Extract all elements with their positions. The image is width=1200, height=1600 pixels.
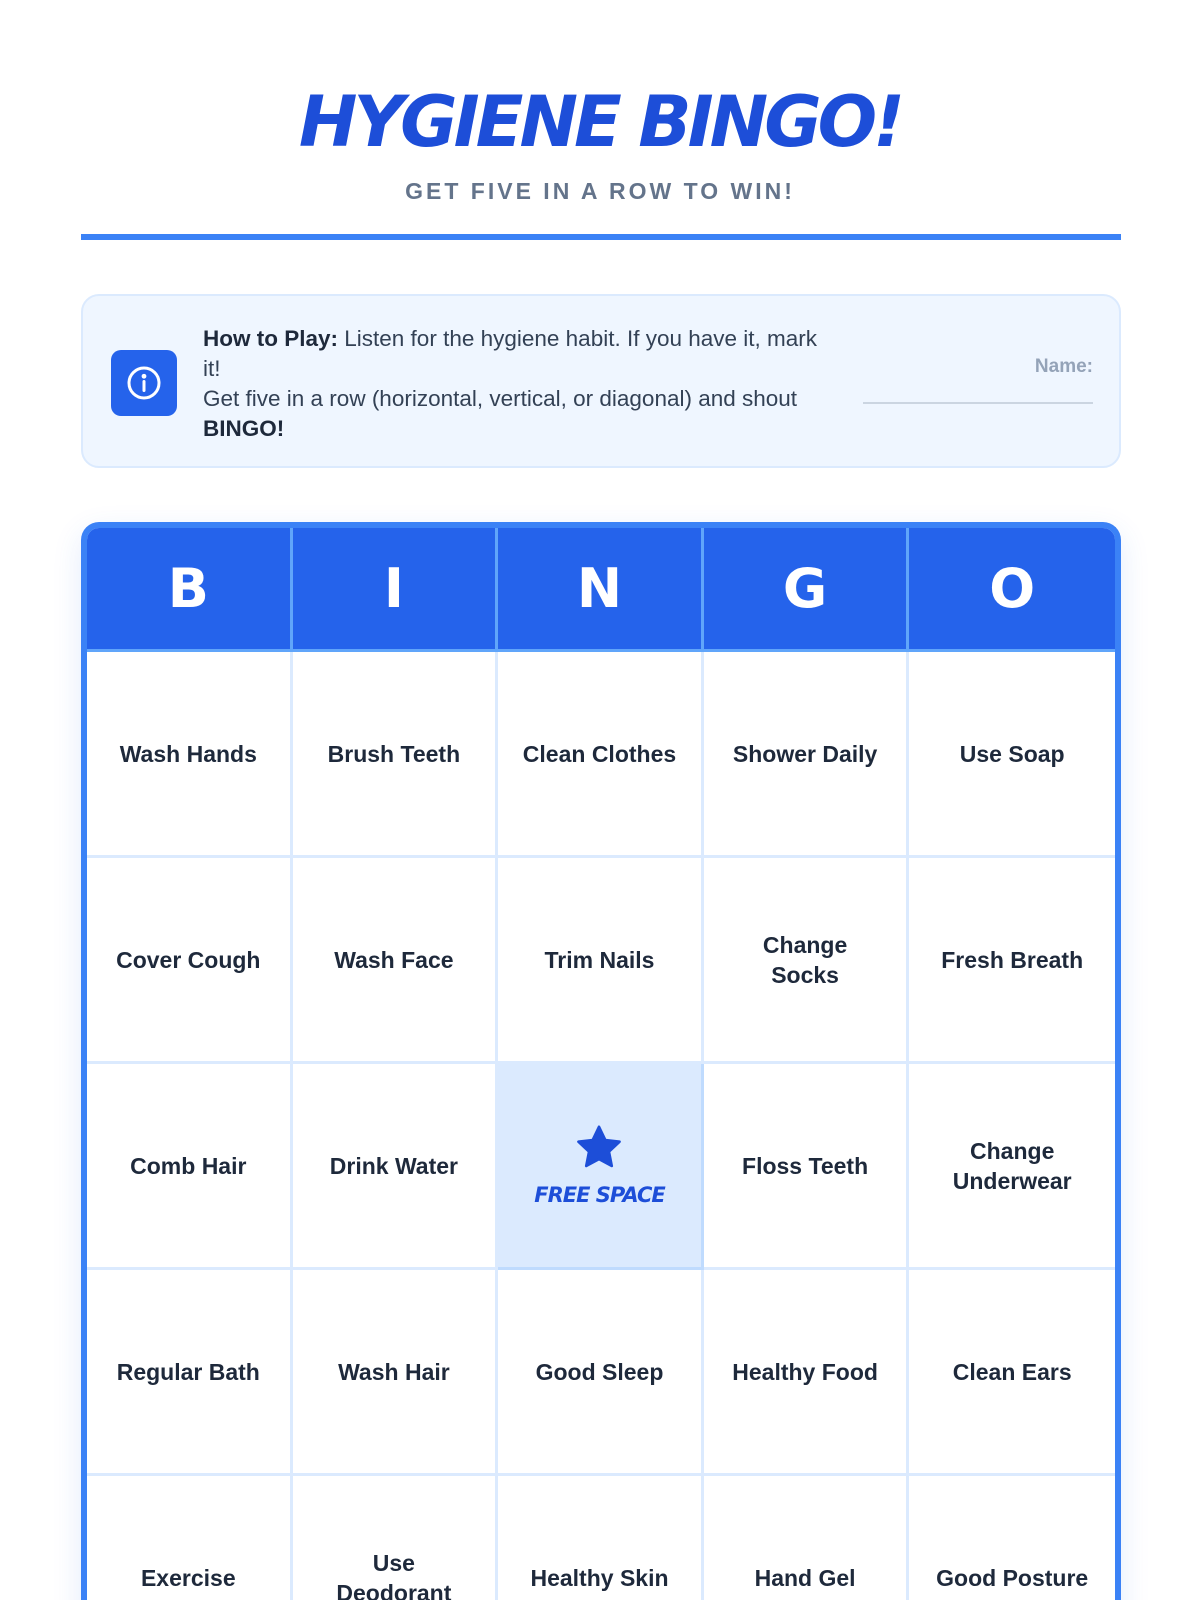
how-to-play-line2: Get five in a row (horizontal, vertical, or diagonal) and shout: [203, 386, 798, 411]
bingo-cell-label: Use Soap: [959, 740, 1065, 767]
bingo-cell-label: Cover Cough: [116, 946, 261, 973]
bingo-cell-label: Comb Hair: [130, 1152, 247, 1179]
bingo-cell[interactable]: [909, 1476, 1115, 1600]
bingo-column-header-g: G: [704, 528, 910, 649]
bingo-cell-label: Wash Hands: [119, 740, 257, 767]
bingo-cell-label: Fresh Breath: [941, 946, 1084, 973]
bingo-cell-label: Shower Daily: [732, 740, 878, 767]
bingo-cell[interactable]: [909, 1270, 1115, 1476]
star-icon: [573, 1122, 625, 1174]
bingo-cell[interactable]: [704, 1064, 910, 1270]
bingo-cell-label: Drink Water: [329, 1152, 458, 1179]
bingo-cell[interactable]: [87, 1270, 293, 1476]
how-to-play-bingo: BINGO!: [203, 416, 285, 441]
bingo-grid: [87, 652, 1115, 1600]
bingo-cell[interactable]: [909, 1064, 1115, 1270]
bingo-cell[interactable]: [498, 1476, 704, 1600]
bingo-cell-label: Wash Face: [334, 946, 454, 973]
bingo-column-header-i: I: [293, 528, 499, 649]
bingo-cell-label: Wash Hair: [338, 1358, 450, 1385]
bingo-cell[interactable]: [293, 652, 499, 858]
bingo-cell[interactable]: [87, 1064, 293, 1270]
bingo-cell-label: Good Posture: [936, 1564, 1089, 1591]
bingo-cell[interactable]: [498, 858, 704, 1064]
bingo-cell[interactable]: [87, 1476, 293, 1600]
bingo-cell-label: Floss Teeth: [742, 1152, 869, 1179]
page-subtitle: GET FIVE IN A ROW TO WIN!: [405, 178, 795, 204]
bingo-cell[interactable]: [704, 1476, 910, 1600]
how-to-play-line1: Listen for the hygiene habit. If you have it, mark it!: [203, 326, 818, 381]
bingo-column-header-b: B: [87, 528, 293, 649]
bingo-cell-label: Exercise: [140, 1564, 236, 1591]
bingo-cell[interactable]: [704, 652, 910, 858]
bingo-cell-label: Hand Gel: [754, 1564, 856, 1591]
bingo-cell[interactable]: [87, 652, 293, 858]
bingo-cell-label: Healthy Food: [732, 1358, 878, 1385]
free-space-label: FREE SPACE: [534, 1182, 665, 1207]
header-divider: [81, 234, 1121, 240]
how-to-play-label: How to Play:: [203, 326, 339, 351]
bingo-cell-label: Change Underwear: [952, 1137, 1072, 1194]
bingo-cell[interactable]: [498, 1270, 704, 1476]
bingo-header-row: [87, 528, 1115, 652]
bingo-cell-label: Regular Bath: [116, 1358, 260, 1385]
bingo-cell-label: Good Sleep: [535, 1358, 664, 1385]
name-label: Name:: [1034, 356, 1093, 377]
bingo-cell[interactable]: [293, 1064, 499, 1270]
bingo-cell-label: Healthy Skin: [530, 1564, 669, 1591]
bingo-cell[interactable]: [704, 1270, 910, 1476]
bingo-cell[interactable]: [909, 858, 1115, 1064]
bingo-cell-label: Trim Nails: [544, 946, 655, 973]
free-space-cell[interactable]: [498, 1064, 704, 1270]
bingo-cell[interactable]: [87, 858, 293, 1064]
name-field[interactable]: [863, 402, 1093, 404]
info-icon: [111, 350, 177, 416]
bingo-cell[interactable]: [498, 652, 704, 858]
how-to-play-text: [203, 324, 823, 444]
bingo-column-header-o: O: [989, 557, 1036, 620]
bingo-cell[interactable]: [909, 652, 1115, 858]
bingo-cell[interactable]: [293, 858, 499, 1064]
bingo-cell[interactable]: [704, 858, 910, 1064]
bingo-cell-label: Change Socks: [762, 931, 848, 988]
how-to-play-box: [81, 294, 1121, 468]
bingo-cell-label: Brush Teeth: [327, 740, 461, 767]
page-title: HYGIENE BINGO!: [298, 81, 902, 163]
bingo-cell-label: Use Deodorant: [336, 1549, 452, 1600]
bingo-cell-label: Clean Clothes: [522, 740, 677, 767]
bingo-cell[interactable]: [293, 1476, 499, 1600]
bingo-column-header-n: N: [498, 528, 704, 649]
bingo-card: [81, 522, 1121, 1600]
bingo-cell-label: Clean Ears: [952, 1358, 1072, 1385]
bingo-cell[interactable]: [293, 1270, 499, 1476]
